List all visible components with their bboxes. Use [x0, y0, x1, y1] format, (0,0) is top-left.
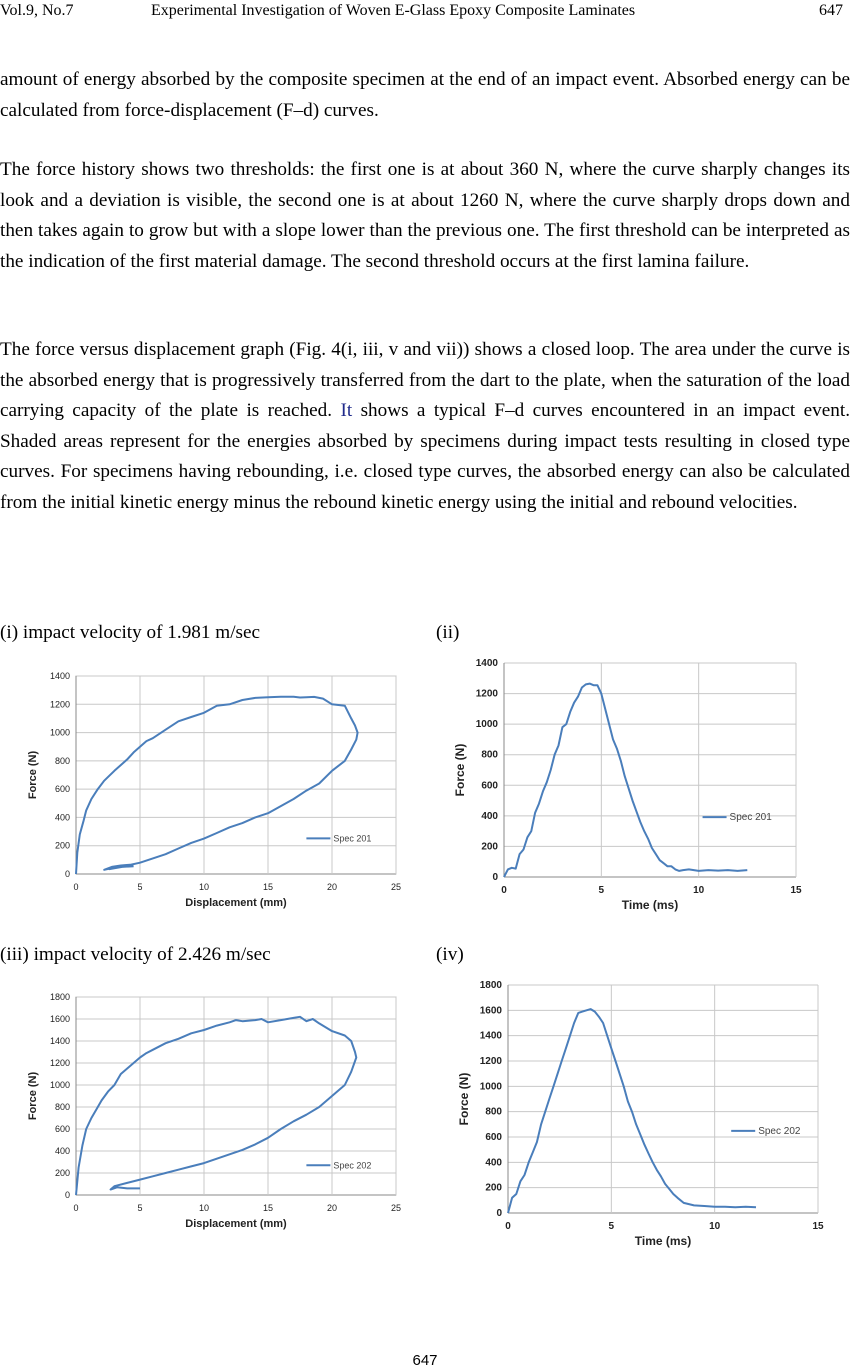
- y-tick-label: 0: [64, 1190, 70, 1200]
- x-tick-label: 0: [505, 1221, 511, 1232]
- y-tick-label: 600: [481, 780, 498, 792]
- x-tick-label: 20: [326, 882, 338, 892]
- y-tick-label: 200: [54, 840, 70, 851]
- x-tick-label: 20: [326, 1203, 338, 1213]
- y-tick-label: 1600: [479, 1005, 502, 1017]
- y-tick-label: 600: [485, 1132, 502, 1143]
- chart-force-time-202: [440, 977, 840, 1259]
- x-tick-label: 0: [73, 882, 79, 892]
- chart-force-displacement-202: [14, 989, 414, 1246]
- x-tick-label: 10: [198, 882, 210, 892]
- x-tick-label: 5: [137, 882, 143, 892]
- legend-entry: Spec 201: [333, 833, 372, 844]
- y-tick-label: 800: [485, 1106, 502, 1118]
- y-axis-label: Force (N): [453, 743, 467, 797]
- x-axis-label: Time (ms): [634, 1234, 692, 1248]
- y-tick-label: 600: [54, 1124, 70, 1134]
- legend-entry: Spec 202: [758, 1125, 801, 1137]
- paragraph-3-end: shows a typical F–d curves encountered in an impact event. Shaded areas represent for the energies absorbed by specimens during impact tests resulting in closed type curves. For specimens having rebounding, i.e. closed type curves, the absorbed energy can also be calculated from the initial kinetic energy minus the rebound kinetic energy using the initial and rebound velocities.: [0, 400, 850, 513]
- y-tick-label: 1400: [49, 1036, 70, 1046]
- x-tick-label: 15: [262, 882, 274, 892]
- y-axis-label: Force (N): [27, 1071, 39, 1121]
- y-tick-label: 1200: [479, 1056, 502, 1067]
- x-axis-label: Time (ms): [621, 898, 679, 912]
- x-axis-label: Displacement (mm): [185, 1218, 287, 1230]
- x-tick-label: 10: [198, 1203, 210, 1213]
- legend-entry: Spec 201: [729, 812, 772, 824]
- journal-volume: Vol.9, No.7: [0, 2, 74, 19]
- series-line: [504, 684, 747, 877]
- y-tick-label: 400: [54, 812, 70, 823]
- series-line: [76, 697, 358, 874]
- y-tick-label: 400: [485, 1157, 502, 1169]
- x-tick-label: 15: [812, 1221, 824, 1232]
- x-tick-label: 0: [73, 1203, 79, 1213]
- y-tick-label: 0: [496, 1208, 502, 1219]
- y-tick-label: 200: [481, 841, 498, 853]
- chart-force-time-201: [440, 655, 820, 923]
- y-tick-label: 1400: [49, 671, 70, 681]
- figure-caption-ii: (ii): [436, 622, 460, 643]
- y-tick-label: 1800: [479, 980, 502, 991]
- footer-page-number: 647: [412, 1352, 438, 1369]
- paragraph-3: [0, 335, 850, 518]
- x-tick-label: 10: [693, 885, 705, 896]
- running-title: Experimental Investigation of Woven E-Glass Epoxy Composite Laminates: [151, 2, 636, 19]
- header-page-number: 647: [819, 2, 843, 19]
- y-tick-label: 800: [54, 755, 70, 766]
- y-tick-label: 1200: [475, 688, 498, 700]
- y-tick-label: 1000: [479, 1081, 502, 1093]
- y-tick-label: 0: [492, 872, 498, 883]
- figure-caption-i: (i) impact velocity of 1.981 m/sec: [0, 622, 261, 643]
- y-tick-label: 1200: [49, 699, 70, 710]
- x-tick-label: 15: [262, 1203, 274, 1213]
- x-tick-label: 0: [501, 885, 507, 896]
- paragraph-3-reference: It: [340, 400, 353, 421]
- series-line: [76, 1017, 356, 1195]
- x-axis-label: Displacement (mm): [185, 897, 287, 909]
- running-header: [0, 0, 850, 26]
- paragraph-2: The force history shows two thresholds: the first one is at about 360 N, where the curve sharply changes its look and a deviation is visible, the second one is at about 1260 N, where the curve sharply drops down and then takes again to grow but with a slope lower than the previous one. The first threshold can be interpreted as the indication of the first material damage. The second threshold occurs at the first lamina failure.: [0, 159, 850, 272]
- y-tick-label: 1000: [49, 1080, 70, 1090]
- y-tick-label: 800: [54, 1102, 70, 1112]
- y-tick-label: 1200: [49, 1058, 70, 1068]
- y-tick-label: 200: [485, 1182, 502, 1194]
- plot-area: [76, 676, 396, 874]
- figure-caption-iii: (iii) impact velocity of 2.426 m/sec: [0, 944, 271, 965]
- y-tick-label: 1000: [49, 727, 70, 738]
- y-axis-label: Force (N): [27, 750, 39, 800]
- y-tick-label: 1000: [475, 719, 498, 731]
- y-tick-label: 1400: [475, 658, 498, 669]
- x-tick-label: 5: [137, 1203, 143, 1213]
- y-tick-label: 800: [481, 749, 498, 761]
- y-axis-label: Force (N): [457, 1072, 471, 1126]
- y-tick-label: 1600: [49, 1014, 70, 1024]
- y-tick-label: 400: [481, 810, 498, 822]
- x-tick-label: 25: [390, 1203, 402, 1213]
- y-tick-label: 1400: [479, 1030, 502, 1042]
- y-tick-label: 400: [54, 1146, 70, 1156]
- x-tick-label: 15: [790, 885, 802, 896]
- legend-entry: Spec 202: [333, 1160, 372, 1171]
- y-tick-label: 600: [54, 784, 70, 795]
- y-tick-label: 1800: [49, 992, 70, 1002]
- x-tick-label: 5: [608, 1221, 615, 1232]
- figure-caption-iv: (iv): [436, 944, 464, 965]
- paragraph-3-start: The force versus displacement graph (Fig. 4(i, iii, v and vii)) shows a closed loop. The area under the curve is the absorbed energy that is progressively transferred from the dart to the plate, when the saturation of the load carrying capacity of the plate is reached.: [0, 339, 850, 421]
- y-tick-label: 0: [64, 869, 70, 879]
- x-tick-label: 5: [598, 885, 605, 896]
- paragraph-1: amount of energy absorbed by the composite specimen at the end of an impact event. Absorbed energy can be calculated from force-displacement (F–d) curves.: [0, 69, 850, 121]
- series-line: [508, 1009, 756, 1213]
- y-tick-label: 200: [54, 1168, 70, 1178]
- chart-force-displacement-201: [14, 668, 414, 925]
- x-tick-label: 25: [390, 882, 402, 892]
- x-tick-label: 10: [709, 1221, 721, 1232]
